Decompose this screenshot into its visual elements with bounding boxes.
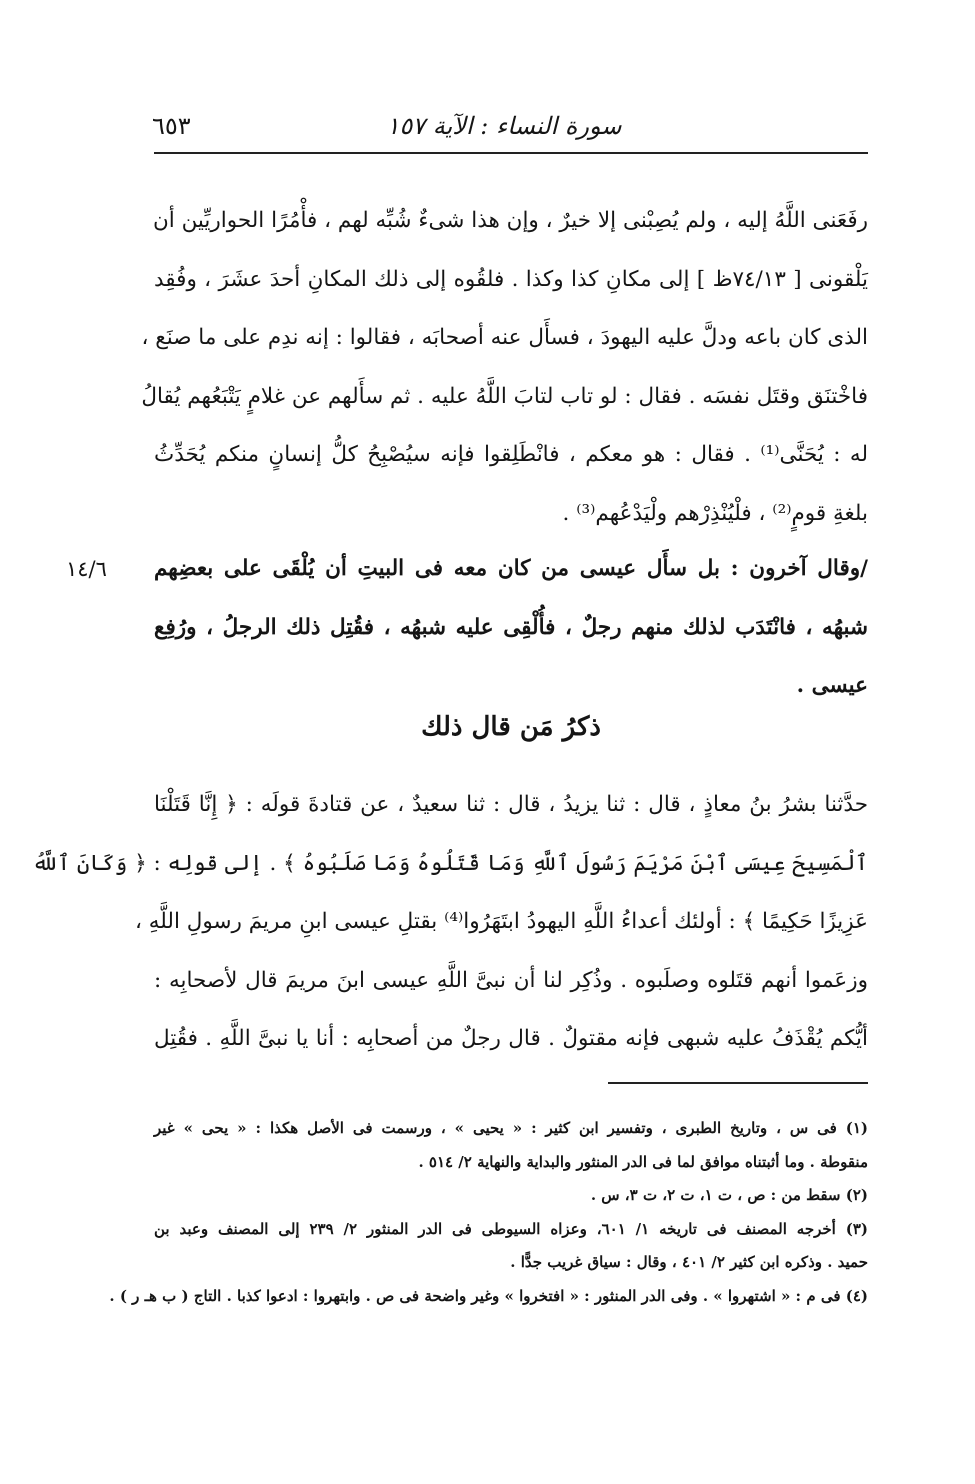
text-line: حدَّثنا بشرُ بنُ معاذٍ ، قال : ثنا يزيدُ ، قال : ثنا سعيدٌ ، عن قتادةَ قولَه : ﴿ إِنَّا قَتَلْنَا bbox=[154, 792, 868, 817]
footnote-line: (١) فى س ، وتاريخ الطبرى ، وتفسير ابن كثير : « يحيى » ، ورسمت فى الأصل هكذا : « يحى » غير bbox=[154, 1119, 868, 1137]
text-line: يَلْقونى [ ٧٤/١٣ظ ] إلى مكانِ كذا وكذا . فلقُوه إلى ذلك المكانِ أحدَ عشَرَ ، وفُقِد bbox=[154, 266, 868, 292]
footnote-line: منقوطة . وما أثبتناه موافق لما فى الدر المنثور والبداية والنهاية ٢/ ٥١٤ . bbox=[418, 1152, 868, 1171]
footnotes bbox=[109, 1112, 868, 1313]
margin-reference: ١٤/٦ bbox=[66, 557, 107, 581]
header-rule bbox=[154, 152, 868, 154]
paragraph-3 bbox=[32, 776, 868, 1069]
text-line: بلغةِ قومٍ⁽²⁾ ، فلْيُنْذِرْهم ولْيَدْعُهم⁽³⁾ . bbox=[562, 500, 868, 526]
text-line: الذى كان باعه ودلَّ عليه اليهودَ ، فسأَل عنه أصحابَه ، فقالوا : إنه ندِم على ما صنَع ، bbox=[141, 325, 868, 350]
text-line: /وقال آخرون : بل سأَل عيسى من كان معه فى البيتِ أن يُلْقَى على بعضِهم bbox=[154, 556, 868, 581]
paragraph-1 bbox=[141, 192, 868, 543]
section-heading: ذكرُ مَن قال ذلك bbox=[421, 712, 601, 742]
text-line: رفَعَنى اللَّهُ إليه ، ولم يُصِبْنى إلا خيرٌ ، وإن هذا شىءٌ شُبِّه لهم ، فأْمُرًا الحواريِّين أن bbox=[152, 208, 868, 233]
text-line: أيُّكم يُقْذَفُ عليه شبهى فإنه مقتولٌ . قال رجلٌ من أصحابِه : أنا يا نبىَّ اللَّهِ . فقُتِل bbox=[154, 1026, 868, 1051]
text-line: له : يُحَنَّى⁽¹⁾ . فقال : هو معكم ، فانْطَلِقوا فإنه سيُصْبِحُ كلُّ إنسانٍ منكم يُحَدِّثُ bbox=[154, 442, 868, 467]
footnote-line: (٣) أخرجه المصنف فى تاريخه ١/ ٦٠١، وعزاه السيوطى فى الدر المنثور ٢/ ٢٣٩ إلى المصنف وعبد بن bbox=[154, 1219, 868, 1238]
text-line: عيسى . bbox=[796, 673, 868, 698]
text-line: فاخْتنَق وقتَل نفسَه . فقال : لو تاب لتابَ اللَّهُ عليه . ثم سأَلهم عن غلامٍ يَتْبَعُهم يُقالُ bbox=[141, 383, 868, 409]
footnote-rule bbox=[608, 1082, 868, 1084]
page-number: ٦٥٣ bbox=[152, 112, 191, 140]
text-line: عَزِيزًا حَكِيمًا ﴾ : أولئك أعداءُ اللَّهِ اليهودُ ابتَهَرُوا⁽⁴⁾ بقتلِ عيسى ابنِ مريمَ رسولِ اللَّهِ ، bbox=[134, 909, 868, 934]
footnote-line: (٢) سقط من : ص ، ت ١، ت ٢، ت ٣، س . bbox=[590, 1186, 868, 1204]
paragraph-2 bbox=[154, 540, 868, 716]
running-title: سورة النساء : الآية ١٥٧ bbox=[386, 112, 622, 140]
page-header bbox=[140, 112, 868, 152]
text-line: شبهُه ، فانْتَدَب لذلك منهم رجلٌ ، فأُلْقِى عليه شبهُه ، فقُتِل ذلك الرجلُ ، ورُفِع bbox=[154, 614, 868, 640]
footnote-line: حميد . وذكره ابن كثير ٢/ ٤٠١ ، وقال : سياق غريب جدًّا . bbox=[510, 1253, 868, 1271]
text-line: وزعَموا أنهم قتَلوه وصلَبوه . وذُكِر لنا أن نبىَّ اللَّهِ عيسى ابنَ مريمَ قال لأصحابِه : bbox=[154, 967, 868, 993]
text-line: ٱلْمَسِيحَ عِيسَى ٱبْنَ مَرْيَمَ رَسُولَ ٱللَّهِ وَمَا قَتَلُوهُ وَمَا صَلَبُوهُ ﴾ . إلى قولِه : ﴿ وَكَانَ ٱللَّهُ bbox=[32, 850, 868, 876]
footnote-line: (٤) فى م : « اشتهروا » . وفى الدر المنثور : « افتخروا » وغير واضحة فى ص . وابتهروا : ادعوا كذبا . التاج ( ب هـ ر ) . bbox=[109, 1286, 868, 1305]
